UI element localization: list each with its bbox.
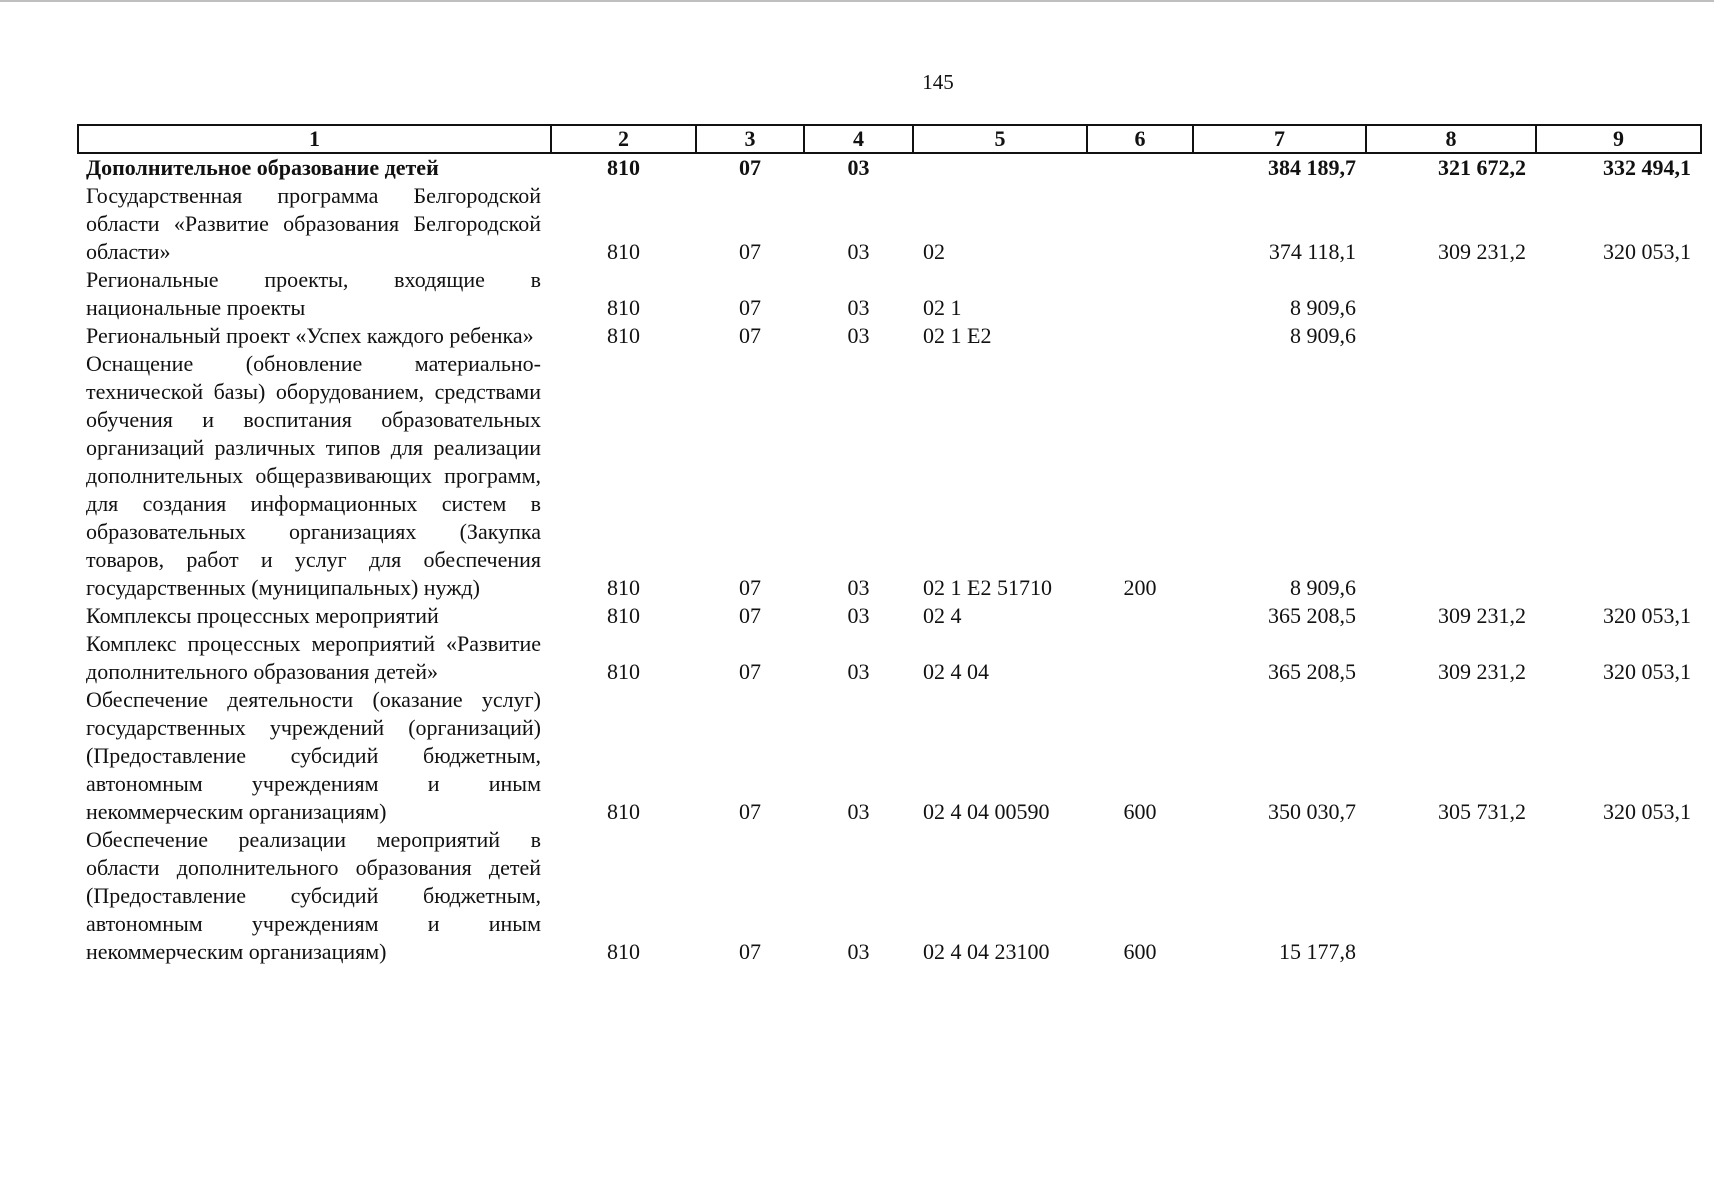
cell-amount-col7: 8 909,6 <box>1290 575 1356 600</box>
cell-gr: 810 <box>607 295 640 320</box>
table-row <box>78 182 1701 266</box>
cell-csr: 02 1 <box>923 295 962 320</box>
cell-gr: 810 <box>607 575 640 600</box>
cell-amount-col7: 8 909,6 <box>1290 295 1356 320</box>
cell-amount-col9 <box>1536 350 1701 602</box>
cell-rz: 07 <box>739 659 761 684</box>
cell-amount-col8 <box>1366 322 1536 350</box>
cell-pr: 03 <box>847 799 870 824</box>
cell-amount-col8 <box>1366 266 1536 322</box>
cell-pr: 03 <box>847 295 870 320</box>
col-header-5: 5 <box>913 125 1087 153</box>
table-row <box>78 826 1701 966</box>
cell-amount-col7: 384 189,7 <box>1268 155 1356 180</box>
cell-amount-col9: 332 494,1 <box>1603 155 1691 180</box>
cell-amount-col8 <box>1366 350 1536 602</box>
cell-vr: 200 <box>1123 575 1157 600</box>
cell-csr <box>913 153 1087 182</box>
col-header-2: 2 <box>551 125 696 153</box>
page-number: 145 <box>922 70 954 94</box>
cell-amount-col9 <box>1536 826 1701 966</box>
cell-vr <box>1087 266 1193 322</box>
cell-gr: 810 <box>607 603 640 628</box>
cell-gr: 810 <box>607 239 640 264</box>
table-row <box>78 350 1701 602</box>
table-row <box>78 630 1701 686</box>
table-row <box>78 686 1701 826</box>
cell-rz: 07 <box>739 603 761 628</box>
cell-csr: 02 <box>923 239 945 264</box>
cell-gr: 810 <box>607 939 640 964</box>
cell-vr <box>1087 182 1193 266</box>
header-row <box>78 125 1701 153</box>
row-name: Обеспечение реализации мероприятий в области дополнительного образования детей (Предоставление субсидий бюджетным, автономным учреждениям и иным некоммерческим организациям) <box>86 827 541 964</box>
col-header-4: 4 <box>804 125 913 153</box>
cell-csr: 02 1 Е2 <box>923 323 992 348</box>
cell-rz: 07 <box>739 323 761 348</box>
cell-csr: 02 1 Е2 51710 <box>923 575 1052 600</box>
col-header-1: 1 <box>78 125 551 153</box>
cell-pr: 03 <box>847 603 870 628</box>
cell-gr: 810 <box>607 155 640 180</box>
cell-amount-col7: 374 118,1 <box>1268 239 1356 264</box>
cell-csr: 02 4 <box>923 603 962 628</box>
cell-amount-col9 <box>1536 266 1701 322</box>
cell-csr: 02 4 04 00590 <box>923 799 1050 824</box>
cell-vr <box>1087 153 1193 182</box>
cell-amount-col9: 320 053,1 <box>1603 799 1691 824</box>
col-header-9: 9 <box>1536 125 1701 153</box>
cell-vr: 600 <box>1123 799 1157 824</box>
cell-amount-col9: 320 053,1 <box>1603 603 1691 628</box>
cell-gr: 810 <box>607 799 640 824</box>
cell-amount-col9: 320 053,1 <box>1603 239 1691 264</box>
cell-gr: 810 <box>607 323 640 348</box>
cell-amount-col7: 350 030,7 <box>1268 799 1356 824</box>
cell-pr: 03 <box>847 323 870 348</box>
row-name: Оснащение (обновление материально-технической базы) оборудованием, средствами обучения и воспитания образовательных организаций различных типов для реализации дополнительных общеразвивающих программ, для создания информационных систем в образовательных организациях (Закупка товаров, работ и услуг для обеспечения государственных (муниципальных) нужд) <box>86 351 541 600</box>
cell-rz: 07 <box>739 575 761 600</box>
cell-vr <box>1087 322 1193 350</box>
col-header-8: 8 <box>1366 125 1536 153</box>
row-name: Региональный проект «Успех каждого ребенка» <box>86 323 534 348</box>
cell-pr: 03 <box>847 239 870 264</box>
cell-csr: 02 4 04 23100 <box>923 939 1050 964</box>
cell-amount-col9 <box>1536 322 1701 350</box>
cell-pr: 03 <box>847 659 870 684</box>
cell-pr: 03 <box>847 939 870 964</box>
cell-gr: 810 <box>607 659 640 684</box>
cell-amount-col8: 321 672,2 <box>1438 155 1526 180</box>
row-name: Комплекс процессных мероприятий «Развитие дополнительного образования детей» <box>86 631 541 684</box>
cell-amount-col7: 8 909,6 <box>1290 323 1356 348</box>
table-row <box>78 602 1701 630</box>
table-row <box>78 266 1701 322</box>
row-name: Обеспечение деятельности (оказание услуг) государственных учреждений (организаций) (Предоставление субсидий бюджетным, автономным учреждениям и иным некоммерческим организациям) <box>86 687 541 824</box>
cell-pr: 03 <box>847 155 870 180</box>
cell-amount-col7: 15 177,8 <box>1279 939 1356 964</box>
cell-vr: 600 <box>1123 939 1157 964</box>
cell-rz: 07 <box>739 939 761 964</box>
cell-amount-col7: 365 208,5 <box>1268 659 1356 684</box>
cell-amount-col8: 305 731,2 <box>1438 799 1526 824</box>
cell-vr <box>1087 630 1193 686</box>
cell-amount-col7: 365 208,5 <box>1268 603 1356 628</box>
cell-vr <box>1087 602 1193 630</box>
col-header-3: 3 <box>696 125 804 153</box>
table-header <box>78 125 1701 153</box>
cell-rz: 07 <box>739 295 761 320</box>
table-body <box>78 153 1701 966</box>
table-row <box>78 153 1701 182</box>
row-name: Государственная программа Белгородской области «Развитие образования Белгородской области» <box>86 183 541 264</box>
cell-amount-col8: 309 231,2 <box>1438 603 1526 628</box>
row-name: Дополнительное образование детей <box>86 155 439 180</box>
row-name: Комплексы процессных мероприятий <box>86 603 439 628</box>
cell-amount-col8 <box>1366 826 1536 966</box>
cell-amount-col8: 309 231,2 <box>1438 659 1526 684</box>
row-name: Региональные проекты, входящие в национальные проекты <box>86 267 541 320</box>
cell-amount-col8: 309 231,2 <box>1438 239 1526 264</box>
cell-pr: 03 <box>847 575 870 600</box>
cell-csr: 02 4 04 <box>923 659 989 684</box>
col-header-7: 7 <box>1193 125 1366 153</box>
cell-rz: 07 <box>739 799 761 824</box>
table-row <box>78 322 1701 350</box>
cell-amount-col9: 320 053,1 <box>1603 659 1691 684</box>
cell-rz: 07 <box>739 239 761 264</box>
col-header-6: 6 <box>1087 125 1193 153</box>
cell-rz: 07 <box>739 155 761 180</box>
scan-top-edge <box>0 0 1714 2</box>
budget-table <box>77 124 1702 966</box>
